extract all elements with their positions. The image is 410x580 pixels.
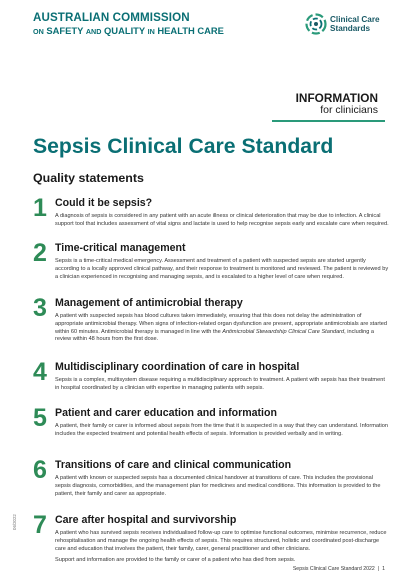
clinical-care-standards-logo	[305, 12, 395, 38]
statement-title: Management of antimicrobial therapy	[55, 297, 243, 309]
footer-separator: |	[377, 566, 380, 572]
statement-title: Transitions of care and clinical communication	[55, 459, 292, 471]
commission-logo-text	[33, 12, 224, 38]
clinical-care-standards-logo-icon	[305, 13, 327, 35]
document-code: 06/2022	[12, 514, 17, 530]
statement-title: Multidisciplinary coordination of care in hospital	[55, 361, 300, 373]
statement-body: A diagnosis of sepsis is considered in any patient with an acute illness or clinical deterioration that may be due to infection. A clinical support tool that includes assessment of vital signs and lactate is used to help recognise sepsis early and escalate care when required.	[55, 213, 389, 227]
statement-body-extra: Support and information are provided to the family or carer of a patient who has died from sepsis.	[55, 557, 296, 564]
logo-text: Clinical Care Standards	[330, 15, 380, 33]
statement-body: A patient with known or suspected sepsis has a documented clinical handover at transitions of care. This includes the provisional sepsis diagnosis, comorbidities, and the management plan for medicines and medical conditions. This information is provided to the patient, their family and carer as appropriate.	[55, 475, 381, 497]
standard-reference: Antimicrobial Stewardship Clinical Care Standard	[222, 328, 345, 335]
statement-title: Patient and carer education and information	[55, 407, 277, 419]
statement-title: Time-critical management	[55, 242, 186, 254]
information-title: INFORMATION	[295, 91, 378, 105]
statement-body: A patient, their family or carer is informed about sepsis from the time that it is suspected in a way that they can understand. Information includes the expected treatment and potential health effects of sepsis. Information is provided verbally and in writing.	[55, 423, 388, 437]
page-number: 1	[382, 566, 385, 572]
statement-title: Could it be sepsis?	[55, 197, 153, 209]
information-divider	[272, 120, 385, 122]
statement-number: 3	[33, 294, 47, 322]
statement-number: 4	[33, 358, 47, 386]
statement-number: 5	[33, 404, 47, 432]
statement-number: 6	[33, 456, 47, 484]
statement-title: Care after hospital and survivorship	[55, 514, 237, 526]
statement-number: 1	[33, 194, 47, 222]
statement-number: 7	[33, 511, 47, 539]
information-subtitle: for clinicians	[320, 104, 378, 116]
statement-body: Sepsis is a complex, multisystem disease requiring a multidisciplinary approach to treatment. A patient with sepsis has their treatment in hospital coordinated by a clinician with expertise in managing patients with sepsis.	[55, 377, 385, 391]
statement-body: A patient who has survived sepsis receives individualised follow-up care to optimise functional outcomes, minimise recurrence, reduce rehospitalisation and manage the ongoing health effects of sepsis. This requires structured, holistic and coordinated post-discharge care and education that involves the patient, their family, carer, general practitioner and other clinicians. Support and information are provided to the family or carer of a patient who has died from sepsis.	[55, 530, 390, 565]
footer-text: Sepsis Clinical Care Standard 2022	[292, 566, 375, 572]
statement-body: Sepsis is a time-critical medical emergency. Assessment and treatment of a patient with suspected sepsis are started urgently according to a locally approved clinical pathway, and their response to treatment is monitored and reviewed. The patient is reviewed by a clinician experienced in recognising and managing sepsis, and is escalated to a higher level of care when required.	[55, 258, 389, 280]
page-footer	[293, 566, 385, 572]
information-badge	[283, 92, 378, 116]
org-name-line1: AUSTRALIAN COMMISSION	[33, 11, 190, 24]
statement-number: 2	[33, 239, 47, 267]
statement-body: A patient with suspected sepsis has blood cultures taken immediately, ensuring that this does not delay the administration of appropriate antimicrobial therapy. When signs of infection-related organ dysfunction are present, appropriate antimicrobials are started within 60 minutes. Antimicrobial therapy is managed in line with the Antimicrobial Stewardship Clinical Care Standard, including a review within 48 hours from the first dose.	[55, 313, 387, 343]
org-name-line2: ON SAFETY AND QUALITY IN HEALTH CARE	[33, 25, 224, 36]
page-title: Sepsis Clinical Care Standard	[33, 135, 334, 158]
page-header	[33, 12, 383, 52]
section-title: Quality statements	[33, 171, 144, 185]
